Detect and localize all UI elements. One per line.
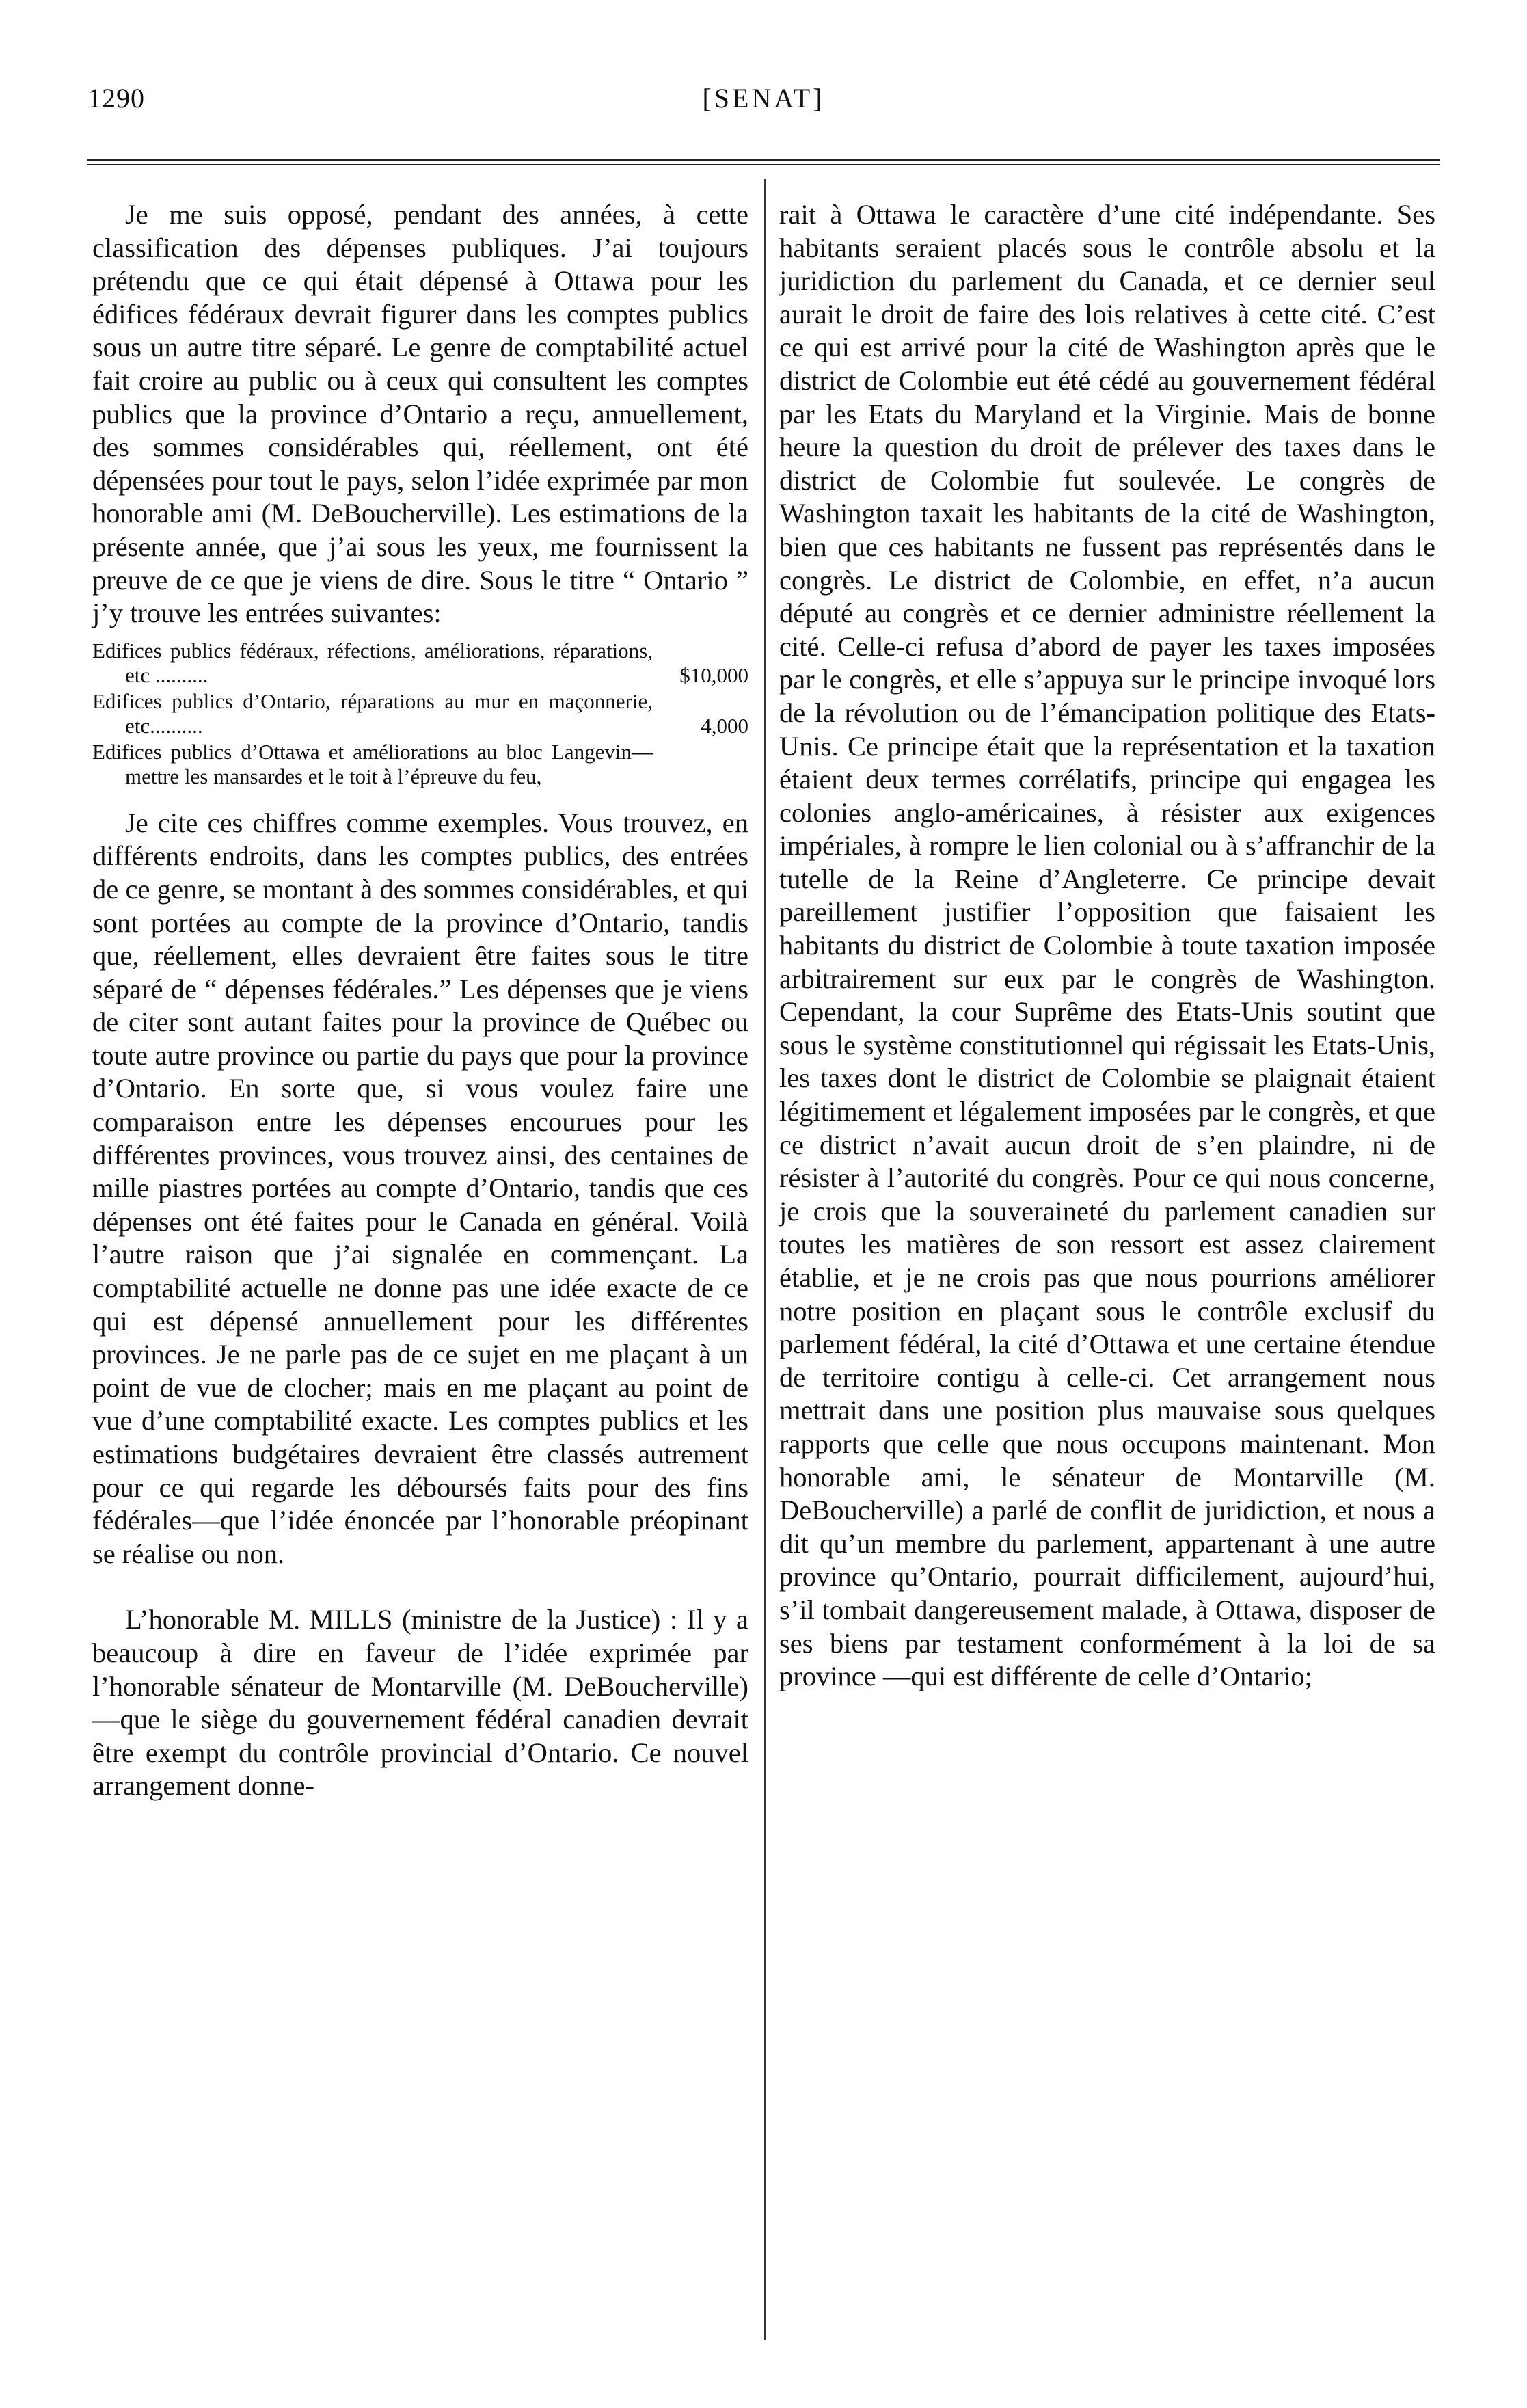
left-column xyxy=(92,198,748,1803)
estimate-entry-amount: 4,000 xyxy=(701,713,748,738)
left-paragraph-3: L’honorable M. MILLS (ministre de la Justice) : Il y a beaucoup à dire en faveur de l’idée exprimée par l’honorable sénateur de Montarville (M. DeBoucherville)—que le siège du gouvernement fédéral canadien devrait être exempt du contrôle provincial d’Ontario. Ce nouvel arrangement donne- xyxy=(92,1604,748,1802)
right-column xyxy=(779,198,1435,1694)
header-rule-secondary xyxy=(87,164,1440,165)
estimate-entry xyxy=(92,740,748,789)
estimate-entry-text: Edifices publics fédéraux, réfections, améliorations, réparations, etc .......... xyxy=(92,638,653,687)
running-head: [SENAT] xyxy=(702,83,825,113)
estimate-entry-text: Edifices publics d’Ontario, réparations au mur en maçonnerie, etc.......... xyxy=(92,688,653,738)
estimate-entry xyxy=(92,689,748,738)
estimate-entry-text: Edifices publics d’Ottawa et améliorations au bloc Langevin—mettre les mansardes et le toit à l’épreuve du feu, xyxy=(92,739,653,788)
estimates-entries xyxy=(92,639,748,789)
right-paragraph-1: rait à Ottawa le caractère d’une cité indépendante. Ses habitants seraient placés sous le contrôle absolu et la juridiction du parlement du Canada, et ce dernier seul aurait le droit de faire des lois relatives à cette cité. C’est ce qui est arrivé pour la cité de Washington après que le district de Colombie eut été cédé au gouvernement fédéral par les Etats du Maryland et la Virginie. Mais de bonne heure la question du droit de prélever des taxes dans le district de Colombie fut soulevée. Le congrès de Washington taxait les habitants de la cité de Washington, bien que ces habitants ne fussent pas représentés dans le congrès. Le district de Colombie, en effet, n’a aucun député au congrès et ce dernier administre réellement la cité. Celle-ci refusa d’abord de payer les taxes imposées par le congrès, et elle s’appuya sur le principe invoqué lors de la révolution ou de l’émancipation politique des Etats-Unis. Ce principe était que la représentation et la taxation étaient deux termes corrélatifs, principe qui engagea les colonies anglo-américaines, à résister aux exigences impériales, à rompre le lien colonial ou à s’affranchir de la tutelle de la Reine d’Angleterre. Ce principe devait pareillement justifier l’opposition que faisaient les habitants du district de Colombie à toute taxation imposée arbitrairement sur eux par le congrès de Washington. Cependant, la cour Suprême des Etats-Unis soutint que sous le système constitutionnel qui régissait les Etats-Unis, les taxes dont le district de Colombie se plaignait étaient légitimement et légalement imposées par le congrès, et que ce district n’avait aucun droit de s’en plaindre, ni de résister à l’autorité du congrès. Pour ce qui nous concerne, je crois que la souveraineté du parlement canadien sur toutes les matières de son ressort est assez clairement établie, et je ne crois pas que nous pourrions améliorer notre position en plaçant sous le contrôle exclusif du parlement fédéral, la cité d’Ottawa et une certaine étendue de territoire contigu à celle-ci. Cet arrangement nous mettrait dans une position plus mauvaise sous quelques rapports que celle que nous occupons maintenant. Mon honorable ami, le sénateur de Montarville (M. DeBoucherville) a parlé de conflit de juridiction, et nous a dit qu’un membre du parlement, appartenant à une autre province qu’Ontario, pourrait difficilement, aujourd’hui, s’il tombait dangereusement malade, à Ottawa, disposer de ses biens par testament conformément à la loi de sa province —qui est différente de celle d’Ontario; xyxy=(779,199,1435,1692)
estimate-entry xyxy=(92,639,748,688)
page-number: 1290 xyxy=(87,83,145,113)
left-paragraph-1: Je me suis opposé, pendant des années, à cette classification des dépenses publiques. J’ai toujours prétendu que ce qui était dépensé à Ottawa pour les édifices fédéraux devrait figurer dans les comptes publics sous un autre titre séparé. Le genre de comptabilité actuel fait croire au public ou à ceux qui consultent les comptes publics que la province d’Ontario a reçu, annuellement, des sommes considérables qui, réellement, ont été dépensées pour tout le pays, selon l’idée exprimée par mon honorable ami (M. DeBoucherville). Les estimations de la présente année, que j’ai sous les yeux, me fournissent la preuve de ce que je viens de dire. Sous le titre “ Ontario ” j’y trouve les entrées suivantes: xyxy=(92,199,748,629)
header-rule xyxy=(87,159,1440,161)
left-paragraph-2: Je cite ces chiffres comme exemples. Vous trouvez, en différents endroits, dans les comptes publics, des entrées de ce genre, se montant à des sommes considérables, et qui sont portées au compte de la province d’Ontario, tandis que, réellement, elles devraient être faites sous le titre séparé de “ dépenses fédérales.” Les dépenses que je viens de citer sont autant faites pour la province de Québec ou toute autre province ou partie du pays que pour la province d’Ontario. En sorte que, si vous voulez faire une comparaison entre les dépenses encourues pour les différentes provinces, vous trouvez ainsi, des centaines de mille piastres portées au compte d’Ontario, tandis que ces dépenses ont été faites pour le Canada en général. Voilà l’autre raison que j’ai signalée en commençant. La comptabilité actuelle ne donne pas une idée exacte de ce qui est dépensé annuellement pour les différentes provinces. Je ne parle pas de ce sujet en me plaçant à un point de vue de clocher; mais en me plaçant au point de vue d’une comptabilité exacte. Les comptes publics et les estimations budgétaires devraient être classés autrement pour ce qui regarde les déboursés faits pour des fins fédérales—que l’idée énoncée par l’honorable préopinant se réalise ou non. xyxy=(92,807,748,1569)
column-divider xyxy=(764,179,766,2340)
estimate-entry-amount: $10,000 xyxy=(679,663,748,687)
page-header xyxy=(87,82,1440,120)
